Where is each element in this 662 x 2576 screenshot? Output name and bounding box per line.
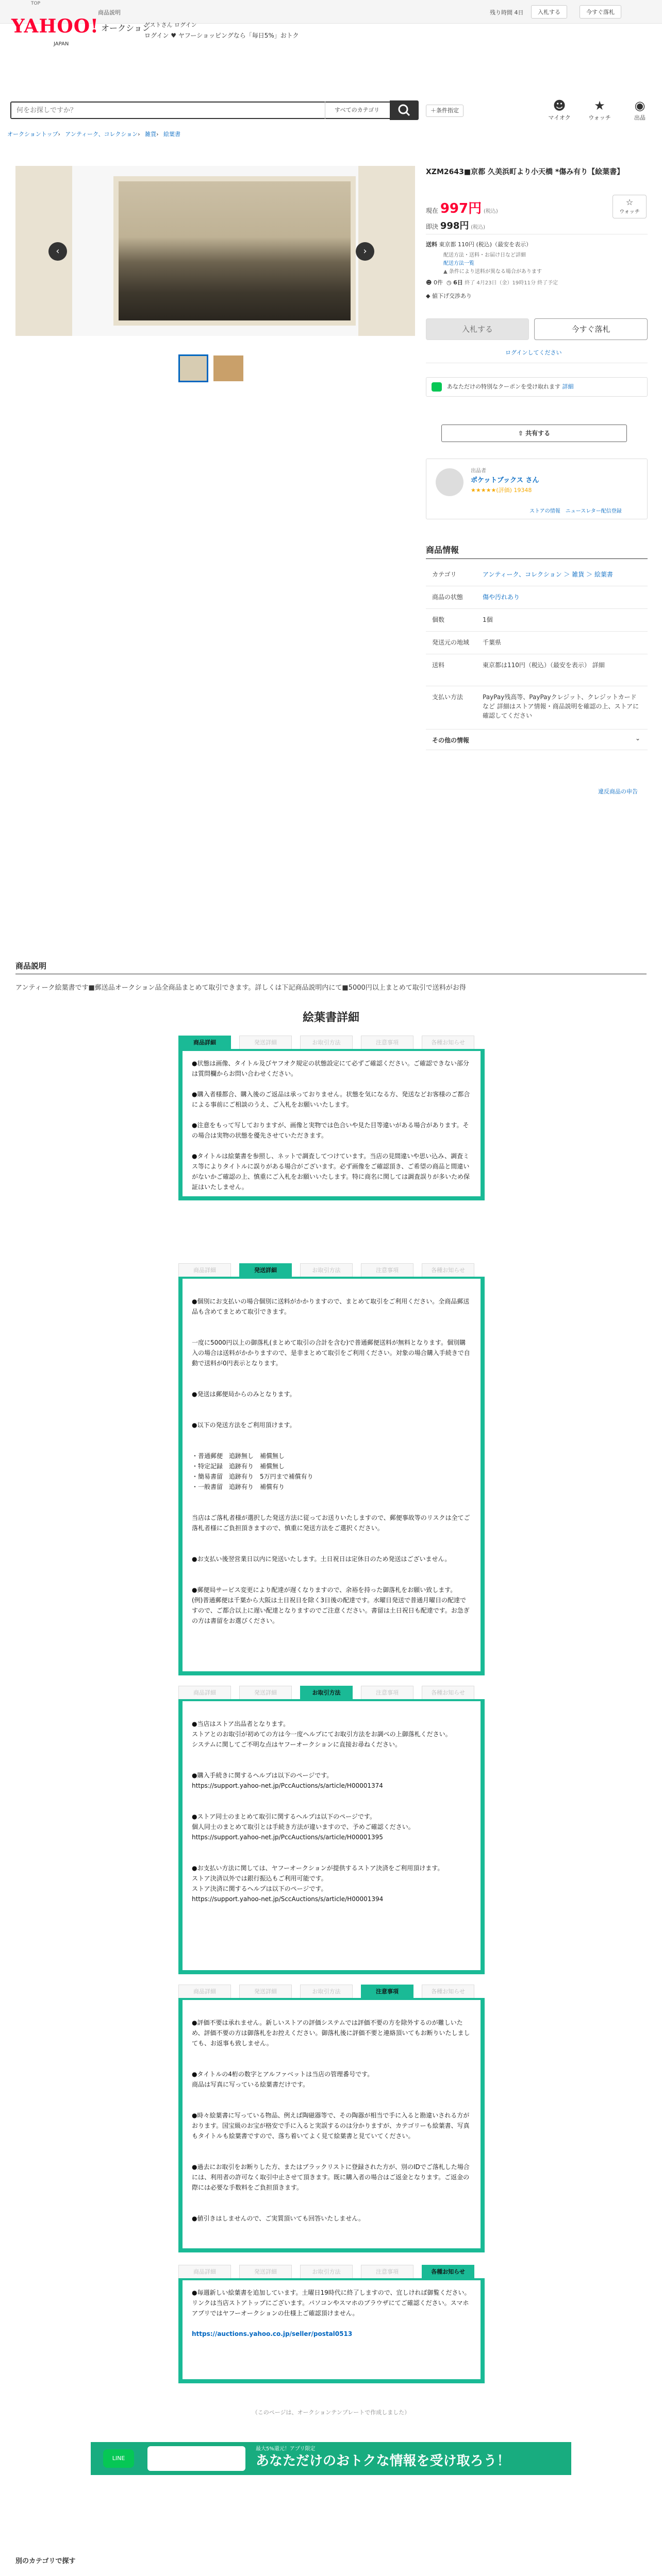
tab-notes[interactable]: 注意事項: [361, 2265, 413, 2278]
tab-transaction[interactable]: お取引方法: [300, 1985, 353, 1998]
watch-label: ウォッチ: [619, 209, 640, 215]
section-tabs: [178, 1985, 485, 2000]
current-price: 997円: [440, 201, 482, 216]
section-notes: [178, 1985, 485, 2252]
section-body: [178, 2280, 485, 2383]
header-icon-label: マイオク: [548, 114, 571, 121]
shipping-row: [426, 240, 532, 248]
help-link-paragraph[interactable]: ●ストア同士のまとめて取引に関するヘルプは以下のページです。 個人同士のまとめて取引とは手続き方法が違いますので、予めご確認ください。 https://support.yahoo-net.jp/PccAuctions/s/article/H00001395: [192, 1813, 415, 1841]
section-paragraph: ●以下の発送方法をご利用頂けます。: [192, 1421, 296, 1429]
share-label: 共有する: [525, 430, 551, 437]
shipping-label: 送料: [426, 241, 437, 248]
tab-notices[interactable]: 各種お知らせ: [422, 1263, 474, 1277]
chevron-left-icon[interactable]: ‹: [48, 242, 67, 261]
top-bid-button[interactable]: 入札する: [531, 5, 567, 19]
section-paragraph: ●発送は郵便局からのみとなります。: [192, 1391, 296, 1398]
section-tabs: [178, 1263, 485, 1279]
info-row-quantity: [426, 609, 648, 632]
tab-shipping[interactable]: 発送詳細: [239, 1985, 292, 1998]
info-row-category: [426, 564, 648, 586]
buy-now-button[interactable]: 今すぐ落札: [534, 318, 648, 340]
section-paragraph: ●値引きはしませんので、ご実質頂いても回答いたしません。: [192, 2215, 365, 2222]
tab-shipping[interactable]: 発送詳細: [239, 1036, 292, 1049]
info-value: 1個: [483, 616, 493, 623]
section-paragraph: ●お支払い後翌営業日以内に発送いたします。土日祝日は定休日のため発送はございません。: [192, 1555, 451, 1563]
breadcrumb-item[interactable]: 雑貨: [145, 131, 157, 138]
time-left-label: 残り時間 4日: [490, 9, 524, 16]
section-paragraph: ●タイトルは絵葉書を参照し、ネットで調査してつけています。当店の見間違いや思い込み、調査ミス等によりタイトルに誤りがある場合がございます。必ず画像をご確認頂き、ご希望の商品と間違いがないかご確認の上、慎重にご入札をお願いいたします。特に商名に関しては調査誤りが多いため保証はいたしません。: [192, 1153, 470, 1191]
section-body: [178, 1279, 485, 1675]
header-sell[interactable]: [622, 98, 658, 122]
section-tabs: [178, 2265, 485, 2280]
search-category-select[interactable]: すべてのカテゴリ: [325, 101, 389, 119]
tab-transaction[interactable]: お取引方法: [300, 1036, 353, 1049]
bids-time-row: [426, 278, 558, 286]
guest-greeting: ゲストさん ログイン: [144, 22, 197, 28]
section-paragraph: ●過去にお取引をお断りした方、またはブラックリストに登録された方が、別のIDでご落札した場合には、利用者の許可なく取引中止させて頂きます。既に購入者の場合はご返金となります。ご返金の際には必要な手数料をご負担頂きます。: [192, 2163, 470, 2191]
user-icon: ☻: [426, 279, 432, 286]
buyout-price: 998円: [440, 221, 469, 231]
section-paragraph: ●毎週新しい絵葉書を追加しています。土曜日19時代に終了しますので、宜しければ御覧ください。リンクは当店ストアトップにございます。パソコンやスマホのブラウザにてご確認ください。スマホアプリではヤフーオークションの仕様上ご確認頂けません。: [192, 2289, 471, 2317]
tab-notices[interactable]: 各種お知らせ: [422, 1036, 474, 1049]
section-notices: [178, 2265, 485, 2383]
section-transaction: [178, 1686, 485, 1974]
seller-name[interactable]: ポケットブックス さん: [471, 477, 539, 484]
logo-subtitle: オークション: [101, 23, 151, 33]
info-row-origin: [426, 632, 648, 654]
coupon-detail-link[interactable]: 詳細: [562, 383, 574, 390]
condition-button[interactable]: ＋条件指定: [426, 105, 464, 117]
tab-transaction[interactable]: お取引方法: [300, 1263, 353, 1277]
condition-link[interactable]: 傷や汚れあり: [483, 594, 520, 601]
camera-icon: ◉: [634, 98, 646, 113]
main-product-image[interactable]: [113, 176, 356, 326]
header-icon-label: ウォッチ: [588, 114, 611, 121]
info-key: カテゴリ: [432, 571, 457, 578]
shipping-note: 配送方法・送料・お届け日など詳細: [443, 252, 526, 258]
tab-notices[interactable]: 各種お知らせ: [422, 1686, 474, 1699]
top-bar: [0, 0, 662, 24]
tab-product-details[interactable]: 商品詳細: [178, 2265, 231, 2278]
star-icon: ☆: [625, 197, 634, 207]
search-input[interactable]: [11, 103, 321, 118]
tab-product-details[interactable]: 商品詳細: [178, 1985, 231, 1998]
info-key: 商品の状態: [432, 594, 464, 601]
coupon-text: あなただけの特別なクーポンを受け取れます: [447, 383, 560, 390]
tab-notices[interactable]: 各種お知らせ: [422, 2265, 474, 2278]
breadcrumb-item[interactable]: アンティーク、コレクション: [65, 131, 138, 138]
breadcrumb-item[interactable]: オークショントップ: [7, 131, 58, 138]
login-prompt-link[interactable]: ログインしてください: [505, 349, 562, 356]
tab-product-details[interactable]: 商品詳細: [178, 1263, 231, 1277]
top-buy-button[interactable]: 今すぐ落札: [580, 5, 621, 19]
shipping-methods-link[interactable]: 配送方法一覧: [443, 261, 474, 266]
top-link[interactable]: TOP: [31, 1, 41, 6]
line-icon: [432, 382, 442, 392]
tab-notes[interactable]: 注意事項: [361, 1263, 413, 1277]
section-paragraph: ●購入者様都合、購入後のご返品は承っておりません。状態を気になる方、発送などお客様のご都合による事前にご相談のうえ、ご入札をお願いいたします。: [192, 1091, 470, 1108]
share-button[interactable]: [441, 425, 627, 442]
share-icon: ⇧: [518, 430, 523, 437]
section-body: [178, 1051, 485, 1200]
seller-links[interactable]: ストアの情報 ニュースレター配信登録: [529, 509, 622, 514]
avatar[interactable]: [436, 468, 464, 496]
section-paragraph: ・普通郵便 追跡無し 補償無し ・特定記録 追跡有り 補償無し ・簡易書留 追跡有り 5万円まで補償有り ・一般書留 追跡有り 補償有り: [192, 1452, 313, 1490]
chevron-right-icon[interactable]: ›: [356, 242, 374, 261]
section-paragraph: ●評価不要は承れません。新しいストアの評価システムでは評価不要の方を除外するのが難しいため、評価不要の方は御落札をお控えください。御落札後に評価不要と連絡頂いてもお断りいたしましても、お返事も致しません。: [192, 2019, 470, 2047]
section-paragraph: ●注意をもって写しておりますが、画像と実物では色合いや見た目等違いがある場合があります。その場合は実物の状態を優先させていただきます。: [192, 1122, 469, 1139]
info-key: 送料: [432, 662, 445, 669]
coupon-banner[interactable]: [426, 377, 648, 397]
tax-label: (税込): [483, 209, 498, 214]
image-gallery: [15, 166, 415, 336]
tab-transaction[interactable]: お取引方法: [300, 1686, 353, 1699]
tab-notes[interactable]: 注意事項: [361, 1036, 413, 1049]
info-value: 東京都は110円（税込）（最安を表示） 詳細: [483, 662, 605, 669]
help-link-paragraph[interactable]: ●購入手続きに関するヘルプは以下のページです。 https://support.yahoo-net.jp/PccAuctions/s/article/H00001374: [192, 1772, 383, 1789]
end-time: 終了 4月23日（金）19時11分 終了予定: [465, 280, 558, 286]
sub-tab-description[interactable]: 商品説明: [98, 9, 121, 16]
tab-product-details[interactable]: 商品詳細: [178, 1036, 231, 1049]
other-info-toggle[interactable]: [426, 730, 648, 750]
divider: [426, 558, 648, 559]
tab-notes[interactable]: 注意事項: [361, 1985, 413, 1998]
clock-icon: ◷: [446, 279, 452, 286]
buyout-label: 即決: [426, 223, 439, 230]
section-paragraph: 当店はご落札者様が選択した発送方法に従ってお送りいたしますので、郵便事故等のリスクは全てご落札者様にご負担頂きますので、慎重に発送方法をご選択ください。: [192, 1514, 470, 1532]
section-shipping-details: [178, 1263, 485, 1675]
thumbnail-1[interactable]: [178, 354, 208, 382]
tab-notes[interactable]: 注意事項: [361, 1686, 413, 1699]
category-link[interactable]: アンティーク、コレクション ＞ 雑貨 ＞ 絵葉書: [483, 571, 613, 578]
tab-shipping[interactable]: 発送詳細: [239, 2265, 292, 2278]
shipping-value: 東京都 110円 (税込)（最安を表示）: [439, 241, 532, 248]
section-paragraph: ●郵便局サービス変更により配達が遅くなりますので、余裕を持った御落札をお願い致します。 (例)普通郵便は千葉から大阪は土日祝日を除く3日後の配達です。水曜日発送で普通月曜日の配達ですので、ご都合以上に遅い配達となりますのでご注意ください。書留は土日祝日も配達です。お急ぎの方は書留をお選びください。: [192, 1586, 470, 1624]
section-paragraph: ●個別にお支払いの場合個別に送料がかかりますので、まとめて取引をご利用ください。全商品郵送品も含めてまとめて取引できます。: [192, 1298, 470, 1315]
current-price-label: 現在: [426, 207, 439, 214]
search-icon: [390, 100, 419, 120]
info-row-condition: [426, 586, 648, 609]
search-button[interactable]: [390, 100, 419, 120]
line-icon: LINE: [103, 2449, 134, 2468]
seller-card: [426, 459, 648, 519]
description-title: 商品説明: [15, 961, 47, 971]
section-paragraph: ●タイトルの4桁の数字とアルファベットは当店の管理番号です。 商品は写真に写っている絵葉書だけです。: [192, 2071, 374, 2088]
section-product-details: [178, 1036, 485, 1200]
tab-transaction[interactable]: お取引方法: [300, 2265, 353, 2278]
store-link[interactable]: https://auctions.yahoo.co.jp/seller/postal0513: [192, 2330, 353, 2337]
header-icon-label: 出品: [634, 114, 646, 121]
section-tabs: [178, 1686, 485, 1701]
tab-shipping[interactable]: 発送詳細: [239, 1263, 292, 1277]
section-paragraph: ●当店はストア出品者となります。 ストアとのお取引が初めての方は今一度ヘルプにてお取引方法をお調べの上御落札ください。 システムに関してご不明な点はヤフーオークションに直接お尋ねください。: [192, 1720, 452, 1748]
section-body: [178, 2000, 485, 2252]
app-banner[interactable]: [91, 2442, 571, 2475]
info-row-payment: [426, 686, 648, 730]
banner-small-text: 最大5%還元！アプリ限定: [256, 2446, 316, 2452]
breadcrumb: オークショントップ› アンティーク、コレクション› 雑貨› 絵葉書: [7, 131, 180, 138]
info-key: 発送元の地域: [432, 639, 470, 646]
banner-text: あなただけのおトクな情報を受け取ろう！: [256, 2453, 510, 2469]
description-intro: アンティーク絵葉書です■郵送品オークション品全商品まとめて取引できます。詳しくは下記商品説明内にて■5000円以上まとめて取引で送料がお得: [15, 984, 466, 992]
info-value: PayPay残高等、PayPayクレジット、クレジットカードなど 詳細はストア情報・商品説明を確認の上、ストアに確認してください: [483, 693, 639, 719]
star-icon: ★: [594, 98, 605, 113]
section-paragraph: ●状態は画像、タイトル及びヤフオク規定の状態設定にて必ずご確認ください。ご確認できない部分は質問欄からお問い合わせください。: [192, 1060, 469, 1077]
bid-button[interactable]: 入札する: [426, 318, 529, 340]
thumbnail-2[interactable]: [213, 355, 243, 381]
shipping-warning: ▲ 条件により送料が異なる場合があります: [443, 269, 542, 275]
tab-notices[interactable]: 各種お知らせ: [422, 1985, 474, 1998]
tax-label: (税込): [471, 225, 486, 230]
user-icon: ☻: [553, 98, 566, 113]
watch-button[interactable]: [613, 195, 647, 218]
section-paragraph: 一度に5000円以上の御落札(まとめて取引の合計を含む)で普通郵便送料が無料となります。個別購入の場合は送料がかかりますので、是非まとめて取引をご利用ください。対象の場合購入手続きで自動で送料が0円表示となります。: [192, 1339, 470, 1367]
help-link-paragraph[interactable]: ●お支払い方法に関しては、ヤフーオークションが提供するストア決済をご利用頂けます。 ストア決済以外では銀行振込もご利用可能です。 ストア決済に関するヘルプは以下のページです。 https://support.yahoo-net.jp/SccAuctions/s/article/H00001394: [192, 1865, 444, 1903]
report-link[interactable]: 違反商品の申告: [598, 788, 638, 795]
tab-product-details[interactable]: 商品詳細: [178, 1686, 231, 1699]
header-watch[interactable]: [582, 98, 618, 122]
header-mypage[interactable]: [541, 98, 577, 122]
info-value: 千葉県: [483, 639, 502, 646]
phone-illustration: [147, 2446, 245, 2471]
yahoo-logo[interactable]: YAHOO!: [11, 15, 99, 37]
seller-rating[interactable]: ★★★★★(評価) 19348: [471, 487, 532, 494]
time-left: 6日: [453, 279, 463, 286]
other-info-label: その他の情報: [432, 737, 470, 744]
price-negotiation-note: ◆ 値下げ交渉あり: [426, 293, 472, 299]
section-tabs: [178, 1036, 485, 1051]
seller-rank: 出品者: [471, 468, 486, 474]
chevron-down-icon: ⌄: [635, 735, 641, 742]
logo-japan: JAPAN: [54, 41, 69, 47]
breadcrumb-item[interactable]: 絵葉書: [163, 131, 180, 138]
current-price-row: [426, 198, 498, 217]
section-paragraph: ●時々絵葉書に写っている物品、例えば陶磁器等で、その陶器が相当で手に入ると勘違いされる方がおります。国宝級のお宝が格安で手に入ると実誤するのは分かりますが、カテゴリーも絵葉書、写真もタイトルも絵葉書ですので、落ち着いてよく見て絵葉書と見ていてください。: [192, 2112, 470, 2140]
tab-shipping[interactable]: 発送詳細: [239, 1686, 292, 1699]
bid-count[interactable]: 0件: [433, 279, 443, 286]
details-title: 絵葉書詳細: [302, 1011, 359, 1024]
info-row-shipping: [426, 654, 648, 686]
buyout-price-row: [426, 218, 485, 232]
categories-title: 別のカテゴリで探す: [15, 2557, 76, 2565]
section-body: [178, 1701, 485, 1974]
product-title: XZM2643■京都 久美浜町より小天橋 *傷み有り【絵葉書】: [426, 168, 624, 176]
template-note: （このページは、オークションテンプレートで作成しました）: [252, 2409, 410, 2416]
login-promo[interactable]: ログイン ♥ ヤフーショッピングなら「毎日5%」おトク: [144, 32, 299, 39]
info-key: 個数: [432, 616, 445, 623]
info-section-title: 商品情報: [426, 545, 459, 555]
info-key: 支払い方法: [432, 693, 464, 701]
